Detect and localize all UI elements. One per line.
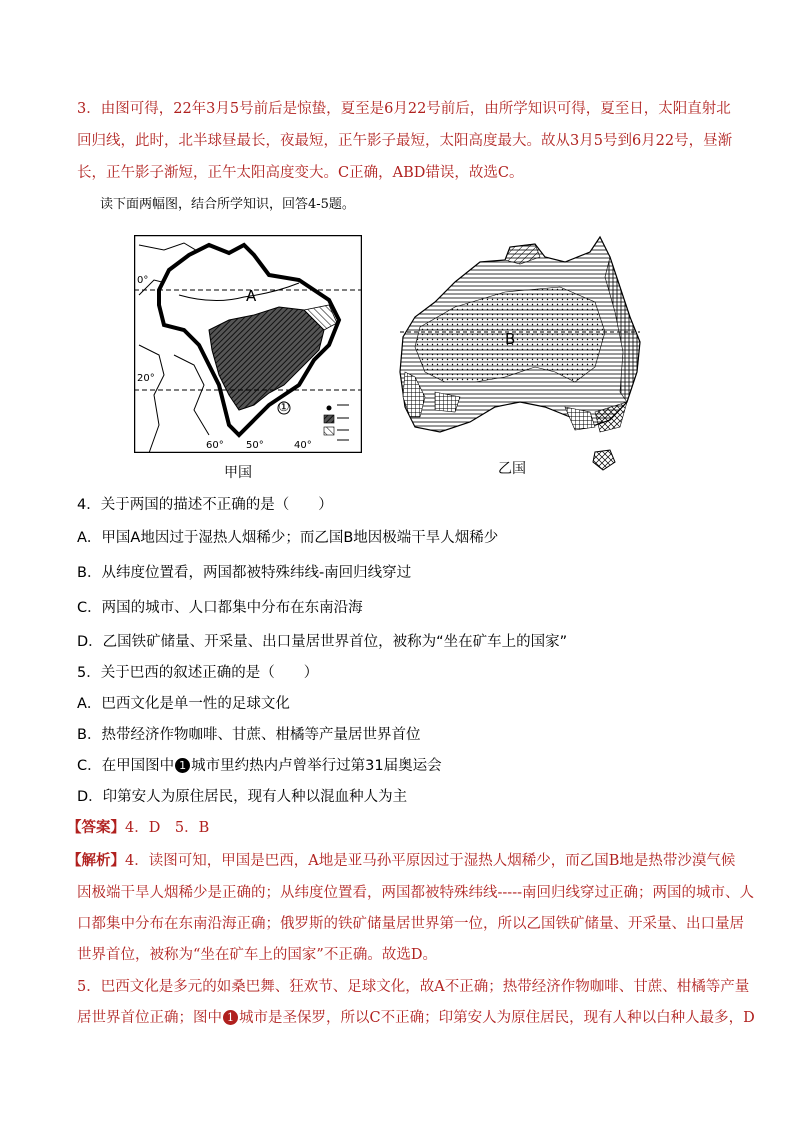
question-intro: 读下面两幅图，结合所学知识，回答4-5题。 — [100, 197, 355, 212]
analysis-line-6-post: 城市是圣保罗，所以C不正确；印第安人为原住居民，现有人种以白种人最多，D — [239, 1010, 755, 1026]
analysis-line-2: 因极端干旱人烟稀少是正确的；从纬度位置看，两国都被特殊纬线-----南回归线穿过正确；两国的城市、人 — [77, 885, 754, 901]
lon-50-label: 50° — [246, 440, 264, 451]
q5-option-c — [77, 756, 734, 776]
australia-map — [395, 232, 647, 472]
map-label-a: A — [246, 287, 257, 305]
q5-option-a: A．巴西文化是单一性的足球文化 — [77, 696, 290, 712]
analysis-line-6 — [77, 1008, 755, 1028]
map-caption-left: 甲国 — [224, 465, 252, 481]
q3-line-1: 3．由图可得，22年3月5号前后是惊蛰，夏至是6月22号前后，由所学知识可得，夏至日，太阳直射北 — [77, 101, 731, 117]
q4-option-d: D．乙国铁矿储量、开采量、出口量居世界首位，被称为“坐在矿车上的国家” — [77, 634, 568, 650]
lat-20-label: 20° — [137, 373, 155, 384]
analysis-line-3: 口都集中分布在东南沿海正确；俄罗斯的铁矿储量居世界第一位，所以乙国铁矿储量、开采量、出口量居 — [77, 916, 744, 932]
map-label-b: B — [505, 330, 516, 348]
analysis-line-1 — [67, 851, 734, 871]
q4-option-a: A．甲国A地因过于湿热人烟稀少；而乙国B地因极端干旱人烟稀少 — [77, 530, 499, 546]
q4-stem: 4．关于两国的描述不正确的是（ ） — [77, 497, 333, 513]
map-marker-1: ① — [278, 400, 290, 415]
answer-text: 4．D 5．B — [125, 820, 210, 836]
q5-option-c-pre: C．在甲国图中 — [77, 758, 175, 774]
brazil-map — [134, 235, 362, 453]
analysis-tag: 【解析】 — [67, 852, 125, 869]
answer-line — [67, 818, 734, 838]
q4-option-c: C．两国的城市、人口都集中分布在东南沿海 — [77, 600, 363, 616]
q3-line-3: 长，正午影子渐短，正午太阳高度变大。C正确，ABD错误，故选C。 — [77, 165, 524, 181]
analysis-text-1: 4．读图可知，甲国是巴西，A地是亚马孙平原因过于湿热人烟稀少，而乙国B地是热带沙漠气候 — [125, 853, 736, 869]
q3-line-2: 回归线，此时，北半球昼最长，夜最短，正午影子最短，太阳高度最大。故从3月5号到6月22号，昼渐 — [77, 133, 733, 149]
q5-option-d: D．印第安人为原住居民，现有人种以混血种人为主 — [77, 789, 408, 805]
circled-1-marker-analysis: 1 — [223, 1010, 238, 1025]
analysis-line-4: 世界首位，被称为“坐在矿车上的国家”不正确。故选D。 — [77, 947, 437, 963]
circled-1-marker: 1 — [175, 758, 190, 773]
map-caption-right: 乙国 — [498, 461, 526, 477]
q5-stem: 5．关于巴西的叙述正确的是（ ） — [77, 665, 319, 681]
q4-option-b: B．从纬度位置看，两国都被特殊纬线-南回归线穿过 — [77, 565, 412, 581]
answer-tag: 【答案】 — [67, 819, 125, 836]
q5-option-c-post: 城市里约热内卢曾举行过第31届奥运会 — [191, 758, 442, 774]
lat-0-label: 0° — [137, 275, 149, 286]
analysis-line-5: 5．巴西文化是多元的如桑巴舞、狂欢节、足球文化，故A不正确；热带经济作物咖啡、甘蔗、柑橘等产量 — [77, 979, 750, 995]
analysis-line-6-pre: 居世界首位正确；图中 — [77, 1010, 222, 1026]
q5-option-b: B．热带经济作物咖啡、甘蔗、柑橘等产量居世界首位 — [77, 727, 421, 743]
lon-40-label: 40° — [294, 440, 312, 451]
lon-60-label: 60° — [206, 440, 224, 451]
